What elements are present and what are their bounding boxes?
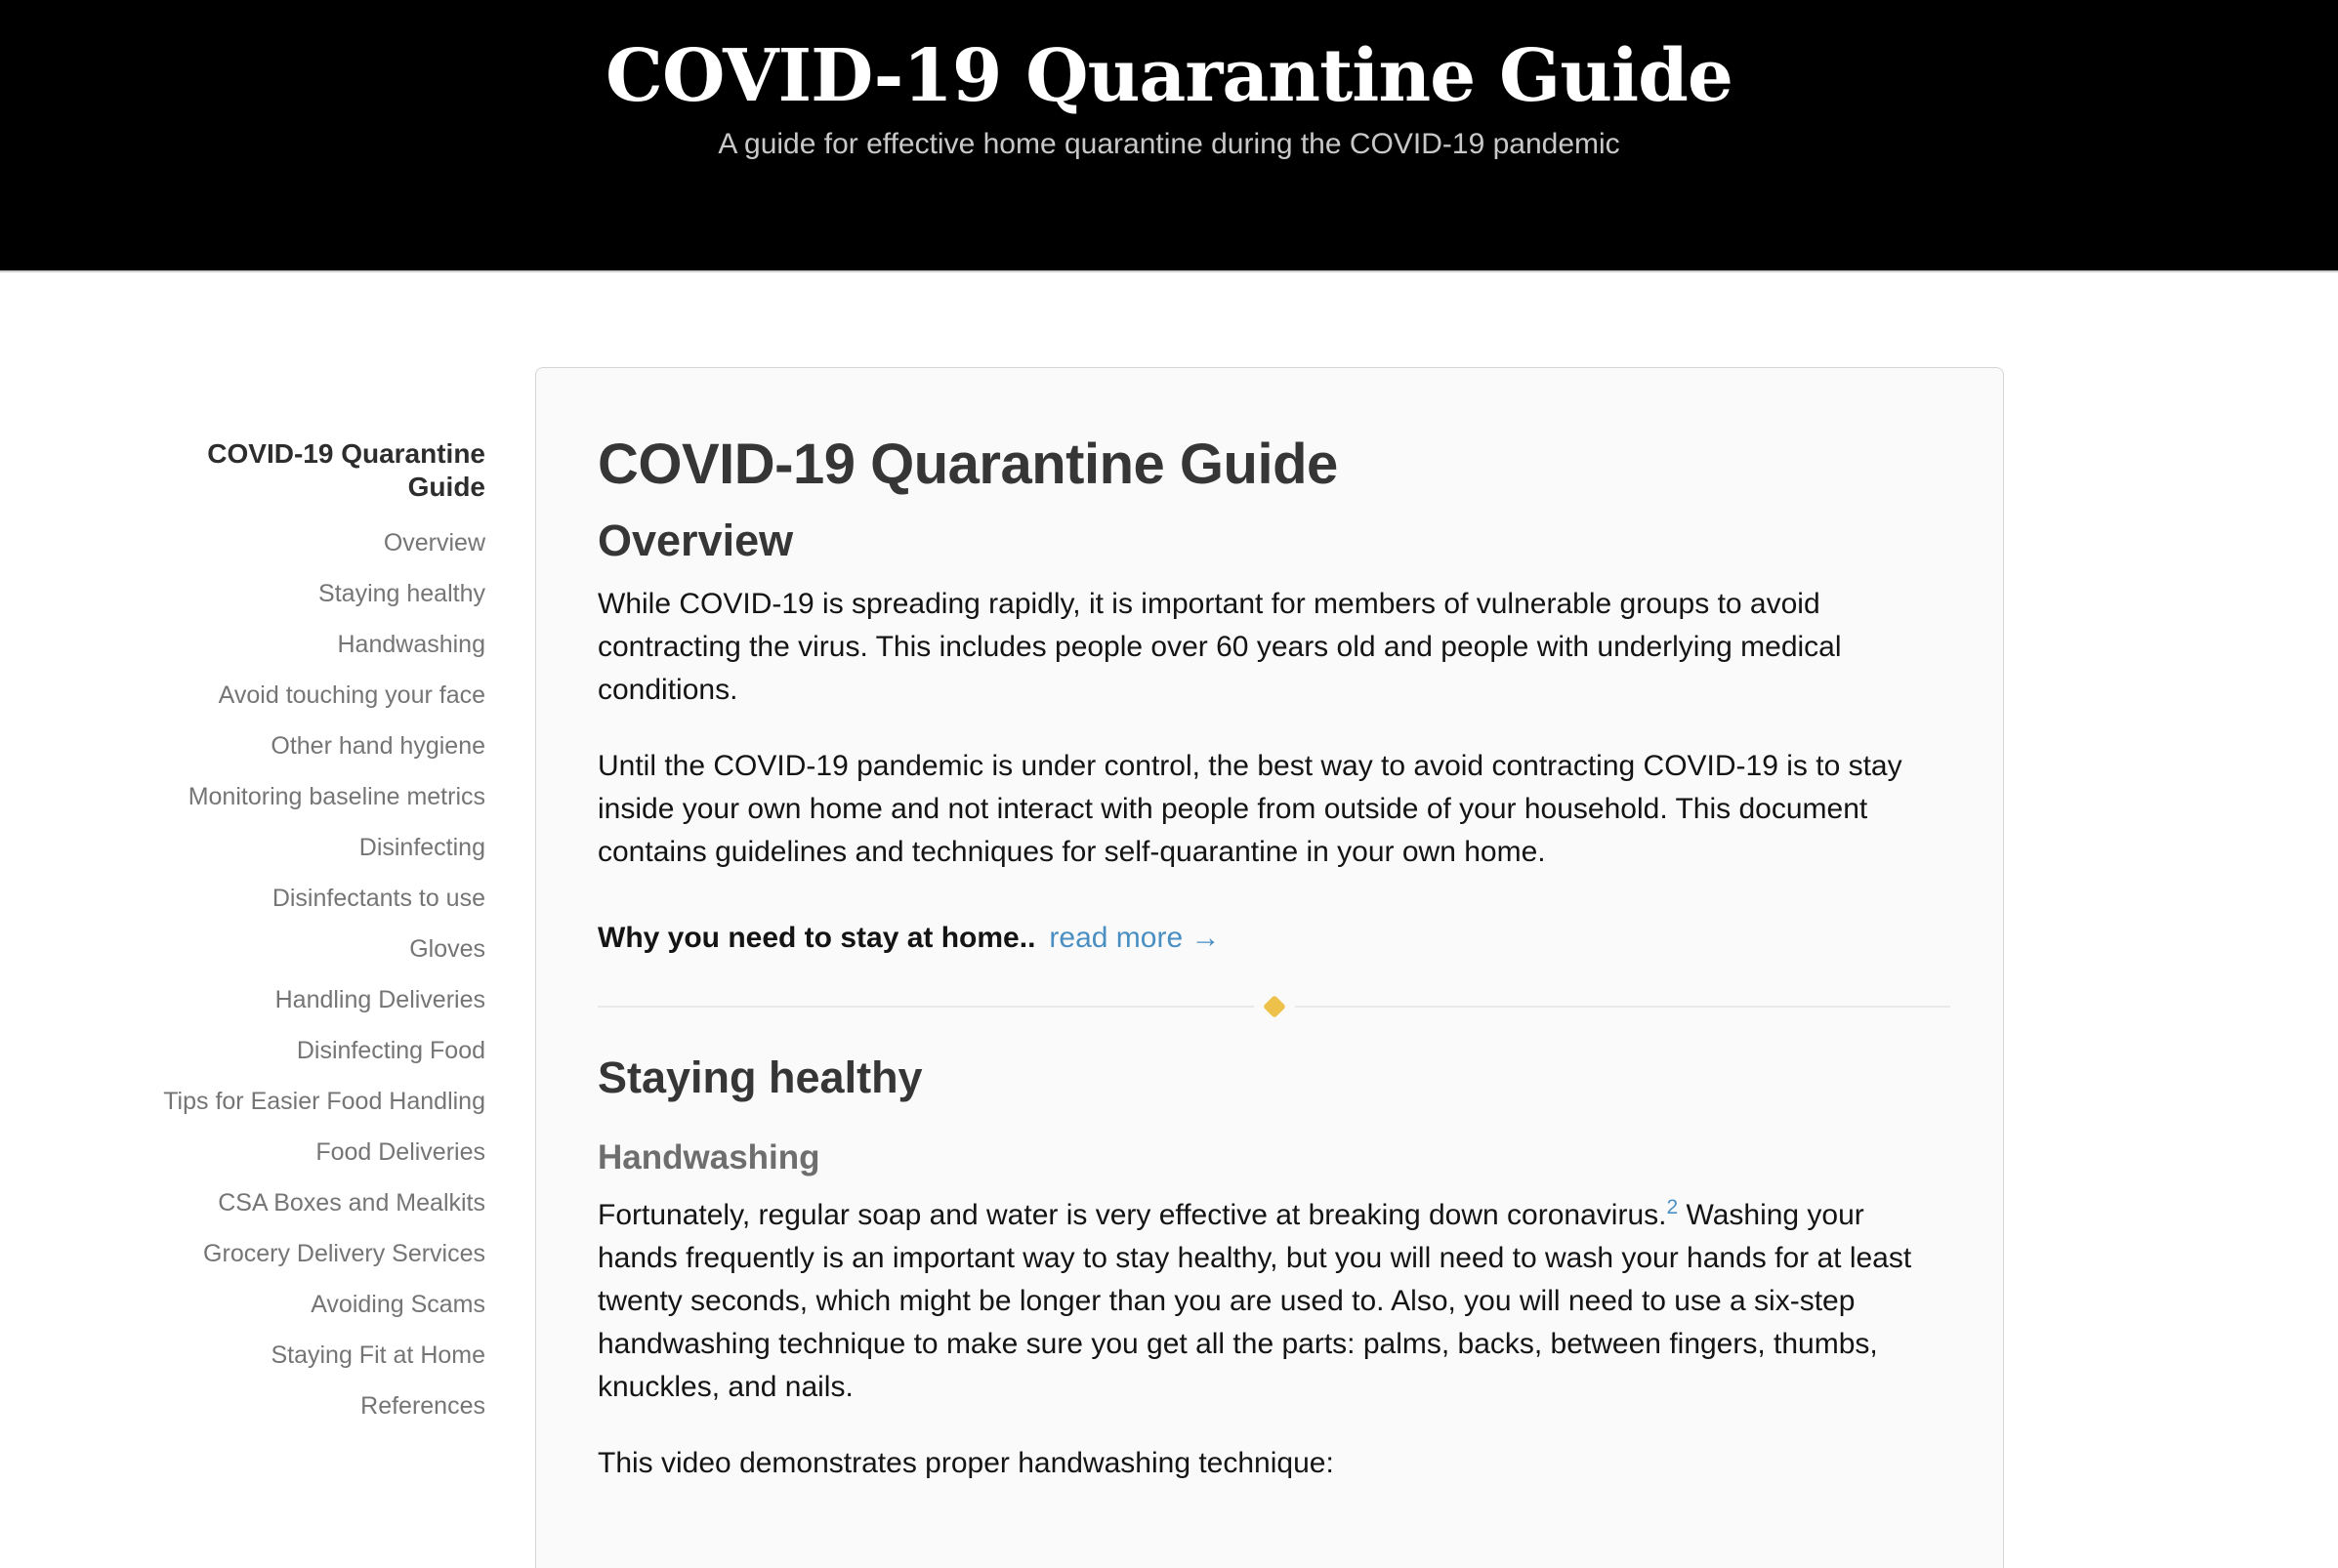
- toc-item: [117, 732, 485, 761]
- toc-item-link[interactable]: Food Deliveries: [315, 1138, 485, 1166]
- toc-item: [117, 986, 485, 1014]
- toc-item: [117, 1341, 485, 1370]
- article-card: [535, 367, 2004, 1568]
- diamond-icon: [1262, 995, 1285, 1018]
- toc-item: [117, 1037, 485, 1065]
- section-divider: [598, 997, 1950, 1016]
- overview-paragraph-2: Until the COVID-19 pandemic is under control, the best way to avoid contracting COVID-19 is to stay inside your own home and not interact with people from outside of your household. This document contains guidelines and techniques for self-quarantine in your own home.: [598, 750, 1902, 868]
- toc-item: [117, 1291, 485, 1319]
- toc-item: [117, 783, 485, 811]
- toc-item: [117, 1189, 485, 1217]
- toc-item: [117, 580, 485, 608]
- site-subtitle: A guide for effective home quarantine during the COVID-19 pandemic: [718, 128, 1620, 161]
- toc-list: [117, 529, 485, 1421]
- teaser-bold-text: Why you need to stay at home..: [598, 922, 1036, 954]
- toc-item: [117, 1240, 485, 1268]
- video-intro-paragraph: This video demonstrates proper handwashing technique:: [598, 1447, 1334, 1479]
- footnote-2-link[interactable]: 2: [1666, 1196, 1679, 1218]
- toc-item: [117, 935, 485, 964]
- handwashing-paragraph: [598, 1194, 1950, 1409]
- toc-item-link[interactable]: Disinfectants to use: [271, 885, 485, 912]
- toc-item-link[interactable]: Gloves: [409, 935, 485, 963]
- overview-heading: Overview: [598, 516, 794, 565]
- toc-item: [117, 885, 485, 913]
- toc-item-link[interactable]: Staying healthy: [318, 580, 485, 607]
- article-title: COVID-19 Quarantine Guide: [598, 433, 1338, 496]
- toc-item-link[interactable]: Avoid touching your face: [218, 681, 485, 709]
- toc-item-link[interactable]: Disinfecting Food: [296, 1037, 485, 1064]
- table-of-contents: [0, 367, 488, 1443]
- toc-item-link[interactable]: References: [360, 1392, 485, 1420]
- toc-item-link[interactable]: Monitoring baseline metrics: [188, 783, 485, 810]
- site-title: COVID-19 Quarantine Guide: [605, 34, 1733, 118]
- toc-item-link[interactable]: Tips for Easier Food Handling: [163, 1088, 485, 1115]
- stay-home-teaser: [598, 917, 1950, 960]
- toc-item: [117, 1138, 485, 1167]
- content-layout: [0, 367, 2338, 1568]
- handwashing-text-after-ref: Washing your hands frequently is an important way to stay healthy, but you will need to wash your hands for at least twenty seconds, which might be longer than you are used to. Also, you will need to use a six-step handwashing technique to make sure you get all the parts: palms, backs, between fingers, thumbs, knuckles, and nails.: [598, 1199, 1912, 1403]
- section-staying-healthy: [598, 1052, 1950, 1485]
- toc-item-link[interactable]: Other hand hygiene: [271, 732, 485, 760]
- toc-item-link[interactable]: CSA Boxes and Mealkits: [218, 1189, 485, 1217]
- staying-healthy-heading: Staying healthy: [598, 1052, 923, 1102]
- toc-item: [117, 1392, 485, 1421]
- toc-item-link[interactable]: Staying Fit at Home: [271, 1341, 485, 1369]
- toc-item-link[interactable]: Grocery Delivery Services: [203, 1240, 485, 1267]
- toc-item: [117, 681, 485, 710]
- toc-item-link[interactable]: Handling Deliveries: [274, 986, 485, 1013]
- toc-item: [117, 529, 485, 557]
- toc-item: [117, 834, 485, 862]
- toc-item: [117, 631, 485, 659]
- toc-item-link[interactable]: Avoiding Scams: [311, 1291, 485, 1318]
- toc-title-link[interactable]: COVID-19 Quarantine Guide: [207, 438, 485, 502]
- overview-paragraph-1: While COVID-19 is spreading rapidly, it is important for members of vulnerable groups to avoid contracting the virus. This includes people over 60 years old and people with underlying medical conditions.: [598, 588, 1842, 706]
- section-overview: [598, 515, 1950, 960]
- toc-item: [117, 1088, 485, 1116]
- read-more-link[interactable]: read more →: [1049, 922, 1221, 954]
- toc-item-link[interactable]: Overview: [383, 529, 485, 557]
- toc-item-link[interactable]: Disinfecting: [358, 834, 485, 861]
- page-header: [0, 0, 2338, 272]
- toc-item-link[interactable]: Handwashing: [337, 631, 485, 658]
- handwashing-heading: Handwashing: [598, 1138, 820, 1176]
- handwashing-text-before-ref: Fortunately, regular soap and water is very effective at breaking down coronavirus.: [598, 1199, 1667, 1231]
